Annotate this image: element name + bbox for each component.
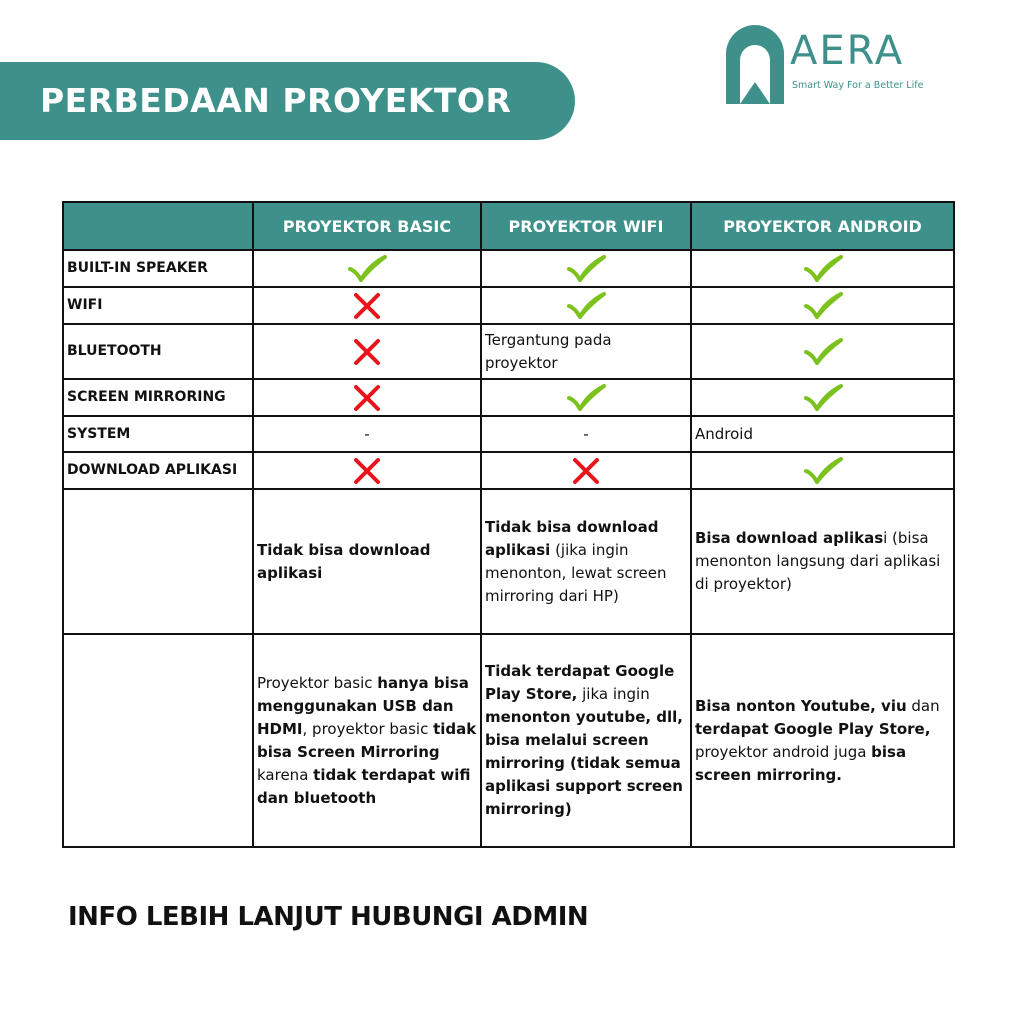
cross-icon — [353, 457, 381, 485]
table-cell — [481, 489, 691, 634]
check-icon — [803, 457, 843, 485]
cross-icon — [353, 384, 381, 412]
footer-cta: INFO LEBIH LANJUT HUBUNGI ADMIN — [68, 902, 589, 932]
text-segment: tidak terdapat wifi dan bluetooth — [257, 765, 471, 807]
table-cell — [691, 287, 954, 324]
text-segment: hanya bisa menggunakan USB dan HDMI — [257, 673, 469, 738]
table-cell — [691, 379, 954, 416]
column-header — [63, 202, 253, 250]
row-label: SCREEN MIRRORING — [63, 379, 253, 416]
comparison-table — [62, 201, 955, 848]
table-cell: Tergantung pada proyektor — [481, 324, 691, 379]
logo-name: AERA — [790, 28, 905, 74]
table-cell — [481, 250, 691, 287]
text-segment: Tidak terdapat Google Play Store, — [485, 662, 675, 703]
table-header-row — [63, 202, 954, 250]
table-row — [63, 634, 954, 847]
table-cell — [253, 324, 481, 379]
column-header: PROYEKTOR BASIC — [253, 202, 481, 250]
table-cell — [253, 634, 481, 847]
check-icon — [347, 255, 387, 283]
cross-icon — [572, 457, 600, 485]
title-banner — [0, 62, 575, 140]
text-segment: bisa screen mirroring. — [695, 742, 907, 784]
text-segment: jika ingin — [577, 685, 650, 703]
text-segment: Bisa download aplikas — [695, 529, 884, 547]
text-segment: Tidak bisa download aplikasi — [485, 517, 659, 559]
text-segment: Proyektor basic — [257, 673, 378, 692]
table-cell — [253, 452, 481, 489]
text-segment: menonton youtube, dll, bisa melalui screen mirroring (tidak semua aplikasi support screen mirroring) — [485, 708, 684, 818]
table-row — [63, 379, 954, 416]
table-cell — [691, 250, 954, 287]
text-segment: terdapat Google Play Store, — [695, 719, 931, 738]
text-segment: Tidak bisa download aplikasi — [257, 540, 431, 582]
logo-mark-icon — [722, 20, 788, 104]
aera-logo — [722, 20, 952, 110]
row-label: WIFI — [63, 287, 253, 324]
text-segment: i (bisa menonton langsung dari aplikasi di proyektor) — [695, 529, 941, 593]
table-cell — [253, 250, 481, 287]
check-icon — [803, 292, 843, 320]
row-label: SYSTEM — [63, 416, 253, 452]
check-icon — [803, 255, 843, 283]
table-cell — [691, 489, 954, 634]
cross-icon — [353, 338, 381, 366]
table-cell: - — [253, 416, 481, 452]
logo-tagline: Smart Way For a Better Life — [792, 80, 924, 91]
cross-icon — [353, 292, 381, 320]
page-title: PERBEDAAN PROYEKTOR — [40, 81, 512, 120]
table-row — [63, 489, 954, 634]
text-segment: , proyektor basic — [302, 719, 434, 738]
table-cell — [691, 452, 954, 489]
check-icon — [803, 338, 843, 366]
column-header: PROYEKTOR WIFI — [481, 202, 691, 250]
text-segment: tidak bisa Screen Mirroring — [257, 719, 477, 761]
row-label: BUILT-IN SPEAKER — [63, 250, 253, 287]
table-cell — [253, 379, 481, 416]
row-label: BLUETOOTH — [63, 324, 253, 379]
check-icon — [566, 384, 606, 412]
text-segment: proyektor android juga — [695, 742, 872, 761]
table-row — [63, 324, 954, 379]
table-cell — [481, 634, 691, 847]
table-row — [63, 287, 954, 324]
text-segment: karena — [257, 765, 314, 784]
text-segment: Bisa nonton Youtube, viu — [695, 696, 907, 715]
row-label: DOWNLOAD APLIKASI — [63, 452, 253, 489]
table-row — [63, 250, 954, 287]
table-cell — [253, 489, 481, 634]
table-cell: Android — [691, 416, 954, 452]
check-icon — [803, 384, 843, 412]
table-cell — [691, 634, 954, 847]
table-cell — [481, 379, 691, 416]
table-cell — [253, 287, 481, 324]
row-label — [63, 489, 253, 634]
text-segment: dan — [906, 696, 940, 715]
table-cell: - — [481, 416, 691, 452]
table-cell — [691, 324, 954, 379]
table-cell — [481, 452, 691, 489]
row-label — [63, 634, 253, 847]
table-cell — [481, 287, 691, 324]
text-segment: (jika ingin menonton, lewat screen mirroring dari HP) — [485, 540, 667, 605]
table-row — [63, 452, 954, 489]
check-icon — [566, 255, 606, 283]
check-icon — [566, 292, 606, 320]
column-header: PROYEKTOR ANDROID — [691, 202, 954, 250]
table-row — [63, 416, 954, 452]
